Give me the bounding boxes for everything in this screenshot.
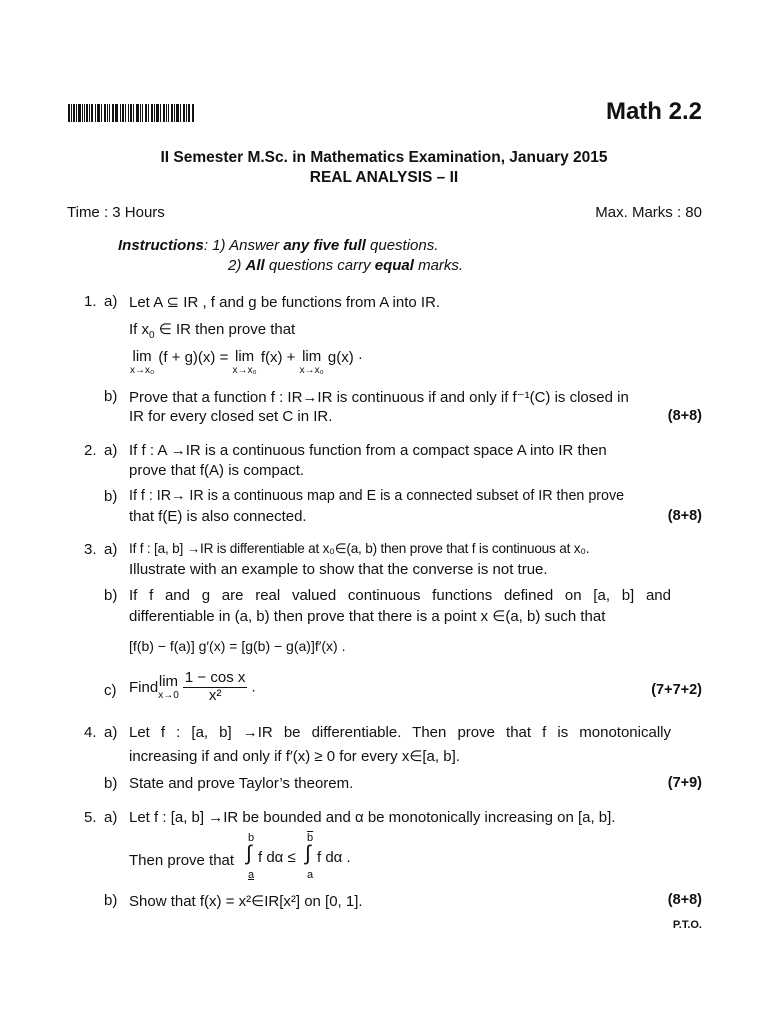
part-label: a) — [104, 541, 118, 558]
integral-sign-icon: ∫ — [246, 842, 252, 865]
question-text: Let f : [a, b] →IR be differentiable. Then prove that f is monotonically — [129, 724, 671, 741]
subscript: 0 — [149, 330, 155, 341]
lim-sub: x→x₀ — [299, 365, 324, 376]
barcode-icon — [68, 104, 194, 122]
lim-text: lim — [235, 348, 255, 365]
limit-expression — [129, 670, 671, 704]
question-number: 2. — [84, 442, 97, 459]
marks: (8+8) — [667, 408, 702, 424]
question-text: that f(E) is also connected. — [129, 508, 307, 525]
part-label: a) — [104, 442, 118, 459]
max-marks-label: Max. Marks : 80 — [595, 204, 702, 221]
question-text: IR for every closed set C in IR. — [129, 408, 333, 425]
question-text: If f : A →IR is a continuous function from a compact space A into IR then — [129, 442, 607, 459]
question-number: 3. — [84, 541, 97, 558]
eq-part: (f + g)(x) = — [154, 349, 233, 366]
time-label: Time : 3 Hours — [67, 204, 165, 221]
part-label: a) — [104, 293, 118, 310]
instr-text: marks. — [413, 257, 464, 274]
marks: (8+8) — [667, 508, 702, 524]
question-text: Show that f(x) = x²∈IR[x²] on [0, 1]. — [129, 893, 363, 910]
question-text: Illustrate with an example to show that the converse is not true. — [129, 561, 548, 578]
part-label: b) — [104, 775, 118, 792]
question-text: Let A ⊆ IR , f and g be functions from A into IR. — [129, 294, 441, 311]
lim-sub: x→0 — [158, 689, 179, 701]
integral-lower: a — [248, 869, 255, 881]
instr-text: 2) — [228, 257, 246, 274]
question-text: Then prove that — [129, 852, 235, 869]
time-marks-row — [67, 204, 702, 221]
marks: (7+9) — [667, 775, 702, 791]
instr-text: : 1) Answer — [203, 237, 284, 254]
question-number: 5. — [84, 809, 97, 826]
part-label: b) — [104, 587, 118, 604]
question-text: Prove that a function f : IR→IR is continuous if and only if f⁻¹(C) is closed in — [129, 389, 629, 406]
question-text: If f and g are real valued continuous functions defined on [a, b] and — [129, 587, 671, 604]
part-label: a) — [104, 809, 118, 826]
question-number: 4. — [84, 724, 97, 741]
numerator: 1 − cos x — [184, 669, 246, 686]
integral-body: f dα ≤ — [258, 849, 296, 866]
lim — [300, 349, 324, 376]
fraction — [183, 670, 247, 704]
instr-text: questions carry — [264, 257, 375, 274]
question-text: If f : [a, b] →IR is differentiable at x₀∈(a, b) then prove that f is continuous at x₀. — [129, 541, 590, 556]
limit-equation — [130, 349, 672, 376]
text: . — [247, 678, 256, 696]
lim-text: lim — [158, 672, 179, 690]
marks: (7+7+2) — [651, 682, 702, 698]
part-label: b) — [104, 892, 118, 909]
lim-sub: x→x₀ — [130, 365, 155, 376]
marks: (8+8) — [667, 892, 702, 908]
lim-text: lim — [132, 348, 152, 365]
instructions-label: Instructions — [118, 237, 204, 254]
lim — [233, 349, 257, 376]
instructions-line-2 — [228, 257, 463, 274]
integral-sign-icon: ∫ — [305, 842, 311, 865]
pto-label: P.T.O. — [672, 919, 702, 931]
mean-value-equation: [f(b) − f(a)] g′(x) = [g(b) − g(a)]f′(x) . — [129, 638, 346, 654]
part-label: b) — [104, 488, 118, 505]
question-text: State and prove Taylor’s theorem. — [129, 775, 354, 792]
text: ∈ IR then prove that — [154, 321, 296, 338]
text: If x — [129, 321, 150, 338]
denominator: x² — [208, 686, 222, 704]
instr-bold: any five full — [283, 237, 366, 254]
question-text: If f : IR→ IR is a continuous map and E is a connected subset of IR then prove — [129, 488, 625, 504]
paper-code: Math 2.2 — [605, 98, 702, 125]
instr-bold: All — [245, 257, 265, 274]
question-number: 1. — [84, 293, 97, 310]
integral-lower: a — [307, 869, 314, 881]
integral-upper: $\overline{b}$ — [307, 832, 314, 844]
lim-text: lim — [302, 348, 322, 365]
question-text: differentiable in (a, b) then prove that there is a point x ∈(a, b) such that — [129, 608, 606, 625]
part-label: b) — [104, 388, 118, 405]
question-text — [129, 320, 671, 341]
integral-upper: b — [248, 832, 255, 844]
lim — [158, 674, 179, 701]
eq-part: g(x) · — [323, 349, 363, 366]
question-text: Let f : [a, b] →IR be bounded and α be monotonically increasing on [a, b]. — [129, 809, 616, 826]
question-text: prove that f(A) is compact. — [129, 462, 305, 479]
question-text: increasing if and only if f′(x) ≥ 0 for every x∈[a, b]. — [129, 748, 460, 765]
instr-bold: equal — [374, 257, 414, 274]
exam-title: II Semester M.Sc. in Mathematics Examination, January 2015 — [160, 149, 608, 166]
part-label: a) — [104, 724, 118, 741]
eq-part: f(x) + — [256, 349, 300, 366]
integral-body: f dα . — [317, 849, 351, 866]
lim-sub: x→x₀ — [232, 365, 257, 376]
lim — [130, 349, 154, 376]
instr-text: questions. — [365, 237, 439, 254]
subject-title: REAL ANALYSIS – II — [309, 169, 459, 186]
text: Find — [129, 678, 159, 696]
instructions-line-1 — [118, 237, 438, 254]
part-label: c) — [104, 682, 117, 699]
